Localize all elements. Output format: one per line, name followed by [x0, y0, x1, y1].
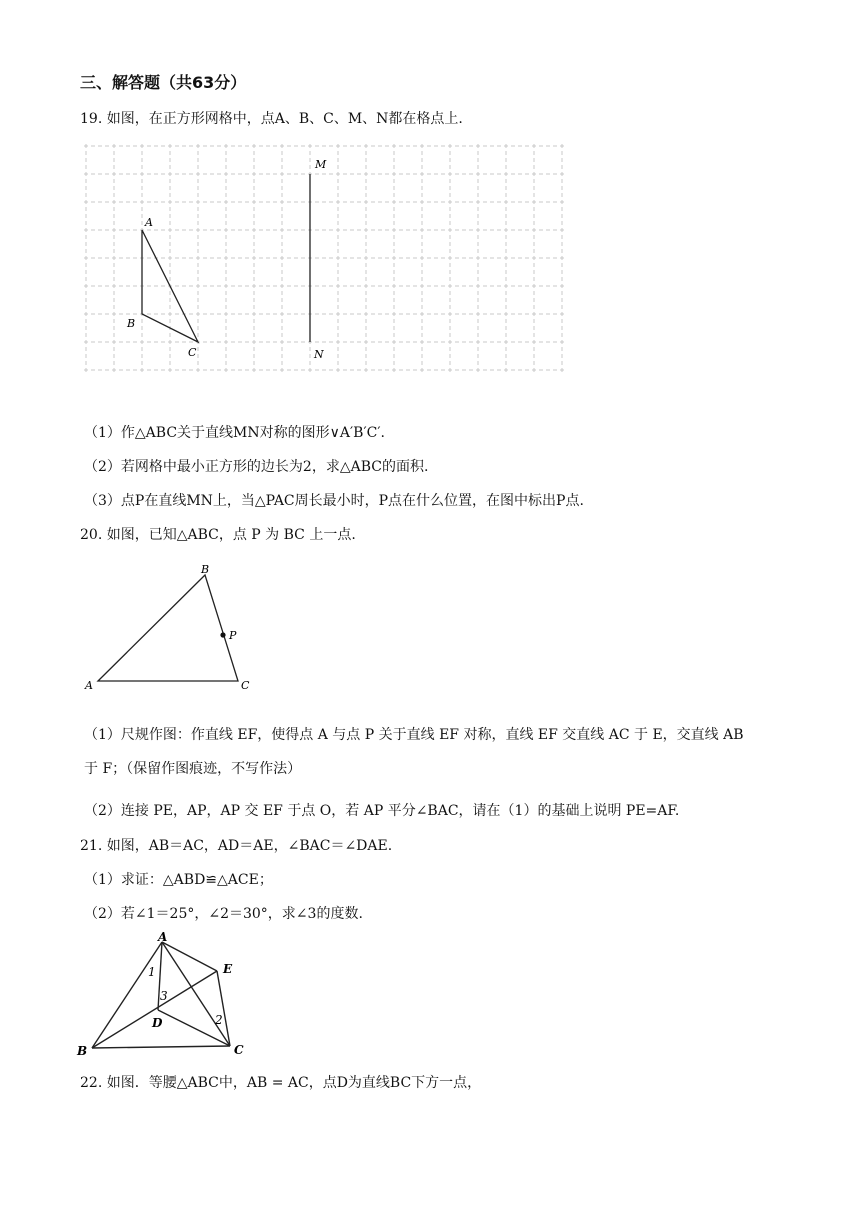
label-b: B	[127, 317, 136, 330]
point-p	[220, 632, 225, 637]
label-n: N	[314, 348, 324, 361]
q19-part1: （1）作△ABC关于直线MN对称的图形∨A′B′C′.	[84, 425, 385, 441]
q22-stem: 22. 如图．等腰△ABC中，AB = AC，点D为直线BC下方一点，	[80, 1075, 482, 1091]
label-d: D	[152, 1016, 163, 1030]
q19-stem: 19. 如图，在正方形网格中，点A、B、C、M、N都在格点上.	[80, 111, 463, 127]
q20-part1-line2: 于 F；（保留作图痕迹，不写作法）	[84, 761, 302, 777]
q21-stem: 21. 如图，AB＝AC，AD＝AE，∠BAC＝∠DAE.	[80, 838, 393, 854]
angle-2-label: 2	[215, 1013, 223, 1027]
q20-part1-line1: （1）尺规作图：作直线 EF，使得点 A 与点 P 关于直线 EF 对称，直线 EF 交直线 AC 于 E，交直线 AB	[84, 727, 744, 743]
label-c: C	[234, 1043, 244, 1057]
q21-part1: （1）求证：△ABD≌△ACE；	[84, 872, 273, 888]
q20-part2: （2）连接 PE，AP，AP 交 EF 于点 O，若 AP 平分∠BAC，请在（1）的基础上说明 PE=AF.	[84, 803, 680, 819]
angle-1-label: 1	[148, 965, 156, 979]
label-a: A	[158, 930, 168, 944]
section-title: 三、解答题（共63分）	[80, 73, 247, 92]
q19-grid-figure	[84, 144, 568, 376]
label-c: C	[241, 679, 250, 692]
label-c: C	[188, 346, 197, 359]
label-a: A	[145, 216, 153, 229]
q20-triangle-figure	[80, 560, 270, 696]
label-e: E	[223, 962, 233, 976]
label-p: P	[229, 629, 237, 642]
label-a: A	[85, 679, 93, 692]
label-b: B	[201, 563, 210, 576]
q21-triangle-figure	[74, 928, 264, 1062]
label-b: B	[77, 1044, 88, 1058]
q20-stem: 20. 如图，已知△ABC，点 P 为 BC 上一点.	[80, 527, 356, 543]
triangle-abc	[98, 575, 238, 681]
label-m: M	[315, 158, 327, 171]
q21-part2: （2）若∠1＝25°，∠2＝30°，求∠3的度数.	[84, 906, 363, 922]
q19-part3: （3）点P在直线MN上，当△PAC周长最小时，P点在什么位置，在图中标出P点.	[84, 493, 584, 509]
q19-part2: （2）若网格中最小正方形的边长为2，求△ABC的面积.	[84, 459, 429, 475]
angle-3-label: 3	[160, 989, 168, 1003]
